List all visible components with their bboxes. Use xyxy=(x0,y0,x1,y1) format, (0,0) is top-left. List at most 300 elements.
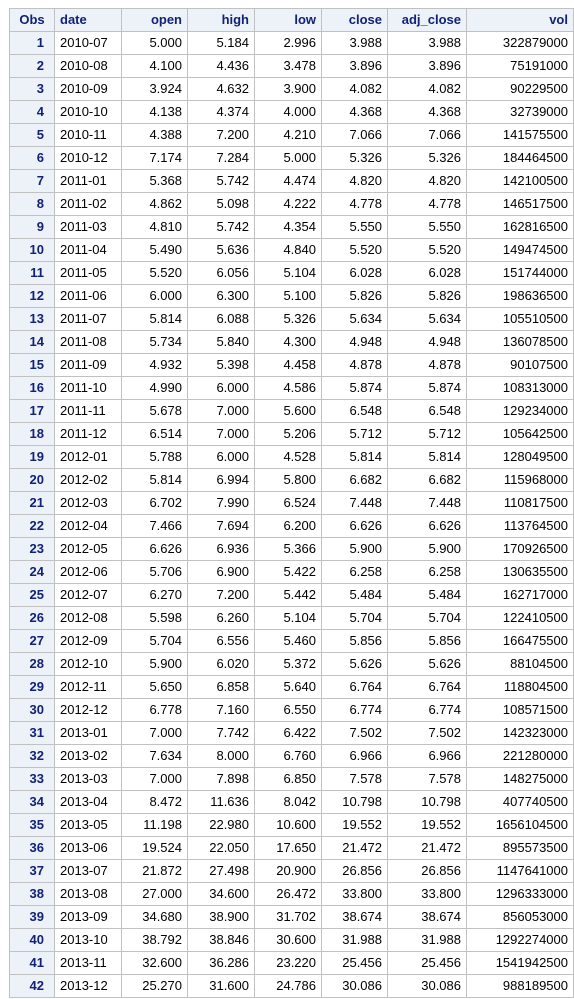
vol-cell: 105510500 xyxy=(467,308,574,331)
close-cell: 5.826 xyxy=(322,285,388,308)
close-cell: 5.326 xyxy=(322,147,388,170)
vol-cell: 122410500 xyxy=(467,607,574,630)
date-cell: 2012-01 xyxy=(55,446,122,469)
open-cell: 5.814 xyxy=(122,308,188,331)
high-cell: 7.200 xyxy=(188,584,255,607)
close-cell: 7.066 xyxy=(322,124,388,147)
low-cell: 4.840 xyxy=(255,239,322,262)
date-cell: 2013-11 xyxy=(55,952,122,975)
date-cell: 2013-03 xyxy=(55,768,122,791)
open-cell: 34.680 xyxy=(122,906,188,929)
low-cell: 5.600 xyxy=(255,400,322,423)
close-cell: 4.878 xyxy=(322,354,388,377)
adj-close-cell: 7.066 xyxy=(388,124,467,147)
date-cell: 2013-05 xyxy=(55,814,122,837)
date-cell: 2013-12 xyxy=(55,975,122,998)
date-cell: 2012-07 xyxy=(55,584,122,607)
open-cell: 5.704 xyxy=(122,630,188,653)
close-cell: 3.896 xyxy=(322,55,388,78)
date-cell: 2012-11 xyxy=(55,676,122,699)
table-row[interactable] xyxy=(10,653,574,676)
adj-close-cell: 5.484 xyxy=(388,584,467,607)
date-cell: 2012-04 xyxy=(55,515,122,538)
high-cell: 22.980 xyxy=(188,814,255,837)
date-cell: 2011-04 xyxy=(55,239,122,262)
high-cell: 27.498 xyxy=(188,860,255,883)
close-cell: 5.704 xyxy=(322,607,388,630)
date-cell: 2012-06 xyxy=(55,561,122,584)
low-cell: 5.104 xyxy=(255,607,322,630)
adj-close-cell: 5.626 xyxy=(388,653,467,676)
open-cell: 3.924 xyxy=(122,78,188,101)
vol-cell: 113764500 xyxy=(467,515,574,538)
high-cell: 8.000 xyxy=(188,745,255,768)
date-cell: 2010-12 xyxy=(55,147,122,170)
table-row[interactable] xyxy=(10,331,574,354)
adj-close-cell: 6.682 xyxy=(388,469,467,492)
vol-cell: 1296333000 xyxy=(467,883,574,906)
vol-cell: 1656104500 xyxy=(467,814,574,837)
date-cell: 2013-02 xyxy=(55,745,122,768)
adj-close-cell: 31.988 xyxy=(388,929,467,952)
close-cell: 4.778 xyxy=(322,193,388,216)
vol-cell: 128049500 xyxy=(467,446,574,469)
close-cell: 33.800 xyxy=(322,883,388,906)
adj-close-cell: 5.550 xyxy=(388,216,467,239)
low-cell: 8.042 xyxy=(255,791,322,814)
low-cell: 5.372 xyxy=(255,653,322,676)
table-row[interactable] xyxy=(10,791,574,814)
high-cell: 36.286 xyxy=(188,952,255,975)
adj-close-cell: 30.086 xyxy=(388,975,467,998)
close-cell: 5.484 xyxy=(322,584,388,607)
column-header-date[interactable]: date xyxy=(55,9,122,32)
table-row[interactable] xyxy=(10,722,574,745)
obs-cell: 14 xyxy=(10,331,55,354)
table-row[interactable] xyxy=(10,354,574,377)
high-cell: 7.200 xyxy=(188,124,255,147)
table-row[interactable] xyxy=(10,147,574,170)
low-cell: 4.354 xyxy=(255,216,322,239)
close-cell: 5.634 xyxy=(322,308,388,331)
date-cell: 2010-09 xyxy=(55,78,122,101)
low-cell: 5.442 xyxy=(255,584,322,607)
adj-close-cell: 6.028 xyxy=(388,262,467,285)
table-body xyxy=(10,32,574,998)
date-cell: 2010-08 xyxy=(55,55,122,78)
date-cell: 2011-08 xyxy=(55,331,122,354)
high-cell: 5.742 xyxy=(188,216,255,239)
obs-cell: 37 xyxy=(10,860,55,883)
table-row[interactable] xyxy=(10,423,574,446)
low-cell: 31.702 xyxy=(255,906,322,929)
obs-cell: 16 xyxy=(10,377,55,400)
table-row[interactable] xyxy=(10,814,574,837)
open-cell: 7.466 xyxy=(122,515,188,538)
header-row xyxy=(10,9,574,32)
column-header-high[interactable]: high xyxy=(188,9,255,32)
open-cell: 5.900 xyxy=(122,653,188,676)
table-row[interactable] xyxy=(10,584,574,607)
adj-close-cell: 6.966 xyxy=(388,745,467,768)
date-cell: 2011-10 xyxy=(55,377,122,400)
adj-close-cell: 3.896 xyxy=(388,55,467,78)
obs-cell: 15 xyxy=(10,354,55,377)
adj-close-cell: 7.578 xyxy=(388,768,467,791)
table-row[interactable] xyxy=(10,860,574,883)
table-row[interactable] xyxy=(10,561,574,584)
adj-close-cell: 38.674 xyxy=(388,906,467,929)
adj-close-cell: 5.814 xyxy=(388,446,467,469)
column-header-vol[interactable]: vol xyxy=(467,9,574,32)
date-cell: 2013-09 xyxy=(55,906,122,929)
open-cell: 4.138 xyxy=(122,101,188,124)
obs-cell: 28 xyxy=(10,653,55,676)
column-header-low[interactable]: low xyxy=(255,9,322,32)
table-row[interactable] xyxy=(10,101,574,124)
table-row[interactable] xyxy=(10,538,574,561)
obs-cell: 13 xyxy=(10,308,55,331)
low-cell: 5.000 xyxy=(255,147,322,170)
close-cell: 21.472 xyxy=(322,837,388,860)
column-header-obs[interactable]: Obs xyxy=(10,9,55,32)
table-row[interactable] xyxy=(10,124,574,147)
date-cell: 2010-07 xyxy=(55,32,122,55)
table-row[interactable] xyxy=(10,745,574,768)
low-cell: 5.100 xyxy=(255,285,322,308)
table-row[interactable] xyxy=(10,193,574,216)
low-cell: 30.600 xyxy=(255,929,322,952)
obs-cell: 1 xyxy=(10,32,55,55)
column-header-close[interactable]: close xyxy=(322,9,388,32)
close-cell: 4.948 xyxy=(322,331,388,354)
adj-close-cell: 26.856 xyxy=(388,860,467,883)
low-cell: 3.478 xyxy=(255,55,322,78)
open-cell: 5.706 xyxy=(122,561,188,584)
adj-close-cell: 19.552 xyxy=(388,814,467,837)
close-cell: 7.502 xyxy=(322,722,388,745)
adj-close-cell: 33.800 xyxy=(388,883,467,906)
open-cell: 4.862 xyxy=(122,193,188,216)
close-cell: 5.856 xyxy=(322,630,388,653)
open-cell: 25.270 xyxy=(122,975,188,998)
table-header xyxy=(10,9,574,32)
obs-cell: 18 xyxy=(10,423,55,446)
vol-cell: 142100500 xyxy=(467,170,574,193)
open-cell: 19.524 xyxy=(122,837,188,860)
obs-cell: 20 xyxy=(10,469,55,492)
low-cell: 5.422 xyxy=(255,561,322,584)
low-cell: 6.524 xyxy=(255,492,322,515)
vol-cell: 115968000 xyxy=(467,469,574,492)
adj-close-cell: 7.448 xyxy=(388,492,467,515)
vol-cell: 895573500 xyxy=(467,837,574,860)
date-cell: 2013-08 xyxy=(55,883,122,906)
date-cell: 2011-01 xyxy=(55,170,122,193)
table-row[interactable] xyxy=(10,446,574,469)
low-cell: 4.474 xyxy=(255,170,322,193)
adj-close-cell: 4.820 xyxy=(388,170,467,193)
high-cell: 5.636 xyxy=(188,239,255,262)
obs-cell: 6 xyxy=(10,147,55,170)
high-cell: 4.436 xyxy=(188,55,255,78)
low-cell: 5.366 xyxy=(255,538,322,561)
high-cell: 7.898 xyxy=(188,768,255,791)
column-header-adj-close[interactable]: adj_close xyxy=(388,9,467,32)
adj-close-cell: 4.778 xyxy=(388,193,467,216)
data-table xyxy=(9,8,574,998)
low-cell: 5.326 xyxy=(255,308,322,331)
open-cell: 4.932 xyxy=(122,354,188,377)
open-cell: 6.626 xyxy=(122,538,188,561)
high-cell: 5.398 xyxy=(188,354,255,377)
high-cell: 6.056 xyxy=(188,262,255,285)
open-cell: 7.174 xyxy=(122,147,188,170)
obs-cell: 2 xyxy=(10,55,55,78)
open-cell: 5.000 xyxy=(122,32,188,55)
obs-cell: 11 xyxy=(10,262,55,285)
low-cell: 4.458 xyxy=(255,354,322,377)
obs-cell: 35 xyxy=(10,814,55,837)
high-cell: 7.160 xyxy=(188,699,255,722)
table-row[interactable] xyxy=(10,170,574,193)
adj-close-cell: 5.826 xyxy=(388,285,467,308)
high-cell: 22.050 xyxy=(188,837,255,860)
table-row[interactable] xyxy=(10,768,574,791)
close-cell: 4.082 xyxy=(322,78,388,101)
close-cell: 6.682 xyxy=(322,469,388,492)
high-cell: 6.020 xyxy=(188,653,255,676)
open-cell: 6.778 xyxy=(122,699,188,722)
close-cell: 6.626 xyxy=(322,515,388,538)
adj-close-cell: 21.472 xyxy=(388,837,467,860)
vol-cell: 988189500 xyxy=(467,975,574,998)
column-header-open[interactable]: open xyxy=(122,9,188,32)
close-cell: 5.712 xyxy=(322,423,388,446)
adj-close-cell: 6.258 xyxy=(388,561,467,584)
high-cell: 7.742 xyxy=(188,722,255,745)
obs-cell: 19 xyxy=(10,446,55,469)
high-cell: 6.300 xyxy=(188,285,255,308)
open-cell: 5.734 xyxy=(122,331,188,354)
table-row[interactable] xyxy=(10,929,574,952)
high-cell: 5.840 xyxy=(188,331,255,354)
adj-close-cell: 5.520 xyxy=(388,239,467,262)
table-row[interactable] xyxy=(10,377,574,400)
table-row[interactable] xyxy=(10,469,574,492)
close-cell: 5.626 xyxy=(322,653,388,676)
adj-close-cell: 5.856 xyxy=(388,630,467,653)
table-row[interactable] xyxy=(10,607,574,630)
low-cell: 3.900 xyxy=(255,78,322,101)
close-cell: 6.258 xyxy=(322,561,388,584)
close-cell: 38.674 xyxy=(322,906,388,929)
high-cell: 6.900 xyxy=(188,561,255,584)
high-cell: 6.000 xyxy=(188,446,255,469)
high-cell: 11.636 xyxy=(188,791,255,814)
high-cell: 31.600 xyxy=(188,975,255,998)
low-cell: 4.222 xyxy=(255,193,322,216)
high-cell: 6.088 xyxy=(188,308,255,331)
open-cell: 6.000 xyxy=(122,285,188,308)
low-cell: 10.600 xyxy=(255,814,322,837)
obs-cell: 34 xyxy=(10,791,55,814)
table-row[interactable] xyxy=(10,883,574,906)
vol-cell: 142323000 xyxy=(467,722,574,745)
obs-cell: 36 xyxy=(10,837,55,860)
low-cell: 2.996 xyxy=(255,32,322,55)
table-row[interactable] xyxy=(10,239,574,262)
table-row[interactable] xyxy=(10,285,574,308)
obs-cell: 26 xyxy=(10,607,55,630)
low-cell: 6.422 xyxy=(255,722,322,745)
date-cell: 2013-04 xyxy=(55,791,122,814)
table-row[interactable] xyxy=(10,262,574,285)
low-cell: 4.300 xyxy=(255,331,322,354)
vol-cell: 856053000 xyxy=(467,906,574,929)
obs-cell: 41 xyxy=(10,952,55,975)
vol-cell: 166475500 xyxy=(467,630,574,653)
high-cell: 7.694 xyxy=(188,515,255,538)
open-cell: 27.000 xyxy=(122,883,188,906)
adj-close-cell: 4.082 xyxy=(388,78,467,101)
table-row[interactable] xyxy=(10,78,574,101)
date-cell: 2012-09 xyxy=(55,630,122,653)
open-cell: 4.388 xyxy=(122,124,188,147)
adj-close-cell: 5.326 xyxy=(388,147,467,170)
open-cell: 6.514 xyxy=(122,423,188,446)
table-row[interactable] xyxy=(10,32,574,55)
close-cell: 6.028 xyxy=(322,262,388,285)
adj-close-cell: 5.712 xyxy=(388,423,467,446)
low-cell: 6.550 xyxy=(255,699,322,722)
open-cell: 32.600 xyxy=(122,952,188,975)
table-row[interactable] xyxy=(10,630,574,653)
high-cell: 38.846 xyxy=(188,929,255,952)
date-cell: 2012-08 xyxy=(55,607,122,630)
date-cell: 2010-11 xyxy=(55,124,122,147)
table-row[interactable] xyxy=(10,975,574,998)
low-cell: 6.760 xyxy=(255,745,322,768)
adj-close-cell: 5.634 xyxy=(388,308,467,331)
obs-cell: 38 xyxy=(10,883,55,906)
vol-cell: 146517500 xyxy=(467,193,574,216)
obs-cell: 7 xyxy=(10,170,55,193)
obs-cell: 21 xyxy=(10,492,55,515)
vol-cell: 162816500 xyxy=(467,216,574,239)
obs-cell: 27 xyxy=(10,630,55,653)
obs-cell: 10 xyxy=(10,239,55,262)
obs-cell: 25 xyxy=(10,584,55,607)
vol-cell: 32739000 xyxy=(467,101,574,124)
high-cell: 4.374 xyxy=(188,101,255,124)
obs-cell: 5 xyxy=(10,124,55,147)
low-cell: 5.640 xyxy=(255,676,322,699)
high-cell: 38.900 xyxy=(188,906,255,929)
table-row[interactable] xyxy=(10,699,574,722)
high-cell: 7.000 xyxy=(188,423,255,446)
table-row[interactable] xyxy=(10,400,574,423)
open-cell: 21.872 xyxy=(122,860,188,883)
obs-cell: 39 xyxy=(10,906,55,929)
vol-cell: 118804500 xyxy=(467,676,574,699)
table-row[interactable] xyxy=(10,492,574,515)
low-cell: 4.528 xyxy=(255,446,322,469)
open-cell: 5.368 xyxy=(122,170,188,193)
vol-cell: 184464500 xyxy=(467,147,574,170)
close-cell: 5.874 xyxy=(322,377,388,400)
open-cell: 8.472 xyxy=(122,791,188,814)
date-cell: 2013-01 xyxy=(55,722,122,745)
table-row[interactable] xyxy=(10,906,574,929)
high-cell: 4.632 xyxy=(188,78,255,101)
close-cell: 4.820 xyxy=(322,170,388,193)
table-row[interactable] xyxy=(10,952,574,975)
date-cell: 2013-06 xyxy=(55,837,122,860)
high-cell: 6.000 xyxy=(188,377,255,400)
close-cell: 7.448 xyxy=(322,492,388,515)
date-cell: 2011-07 xyxy=(55,308,122,331)
table-row[interactable] xyxy=(10,515,574,538)
open-cell: 7.634 xyxy=(122,745,188,768)
low-cell: 5.104 xyxy=(255,262,322,285)
low-cell: 6.200 xyxy=(255,515,322,538)
adj-close-cell: 5.704 xyxy=(388,607,467,630)
open-cell: 5.788 xyxy=(122,446,188,469)
high-cell: 7.284 xyxy=(188,147,255,170)
low-cell: 4.210 xyxy=(255,124,322,147)
vol-cell: 170926500 xyxy=(467,538,574,561)
low-cell: 5.206 xyxy=(255,423,322,446)
obs-cell: 3 xyxy=(10,78,55,101)
low-cell: 5.800 xyxy=(255,469,322,492)
open-cell: 4.100 xyxy=(122,55,188,78)
table-row[interactable] xyxy=(10,676,574,699)
close-cell: 6.966 xyxy=(322,745,388,768)
close-cell: 7.578 xyxy=(322,768,388,791)
low-cell: 17.650 xyxy=(255,837,322,860)
adj-close-cell: 4.948 xyxy=(388,331,467,354)
close-cell: 6.548 xyxy=(322,400,388,423)
obs-cell: 31 xyxy=(10,722,55,745)
date-cell: 2011-02 xyxy=(55,193,122,216)
high-cell: 5.184 xyxy=(188,32,255,55)
adj-close-cell: 6.626 xyxy=(388,515,467,538)
vol-cell: 90107500 xyxy=(467,354,574,377)
vol-cell: 148275000 xyxy=(467,768,574,791)
vol-cell: 1147641000 xyxy=(467,860,574,883)
table-row[interactable] xyxy=(10,308,574,331)
table-row[interactable] xyxy=(10,55,574,78)
date-cell: 2011-06 xyxy=(55,285,122,308)
high-cell: 6.260 xyxy=(188,607,255,630)
obs-cell: 17 xyxy=(10,400,55,423)
close-cell: 4.368 xyxy=(322,101,388,124)
close-cell: 25.456 xyxy=(322,952,388,975)
date-cell: 2011-09 xyxy=(55,354,122,377)
table-row[interactable] xyxy=(10,216,574,239)
open-cell: 7.000 xyxy=(122,768,188,791)
low-cell: 23.220 xyxy=(255,952,322,975)
table-row[interactable] xyxy=(10,837,574,860)
close-cell: 31.988 xyxy=(322,929,388,952)
high-cell: 5.742 xyxy=(188,170,255,193)
close-cell: 30.086 xyxy=(322,975,388,998)
adj-close-cell: 5.874 xyxy=(388,377,467,400)
close-cell: 19.552 xyxy=(322,814,388,837)
vol-cell: 75191000 xyxy=(467,55,574,78)
obs-cell: 33 xyxy=(10,768,55,791)
